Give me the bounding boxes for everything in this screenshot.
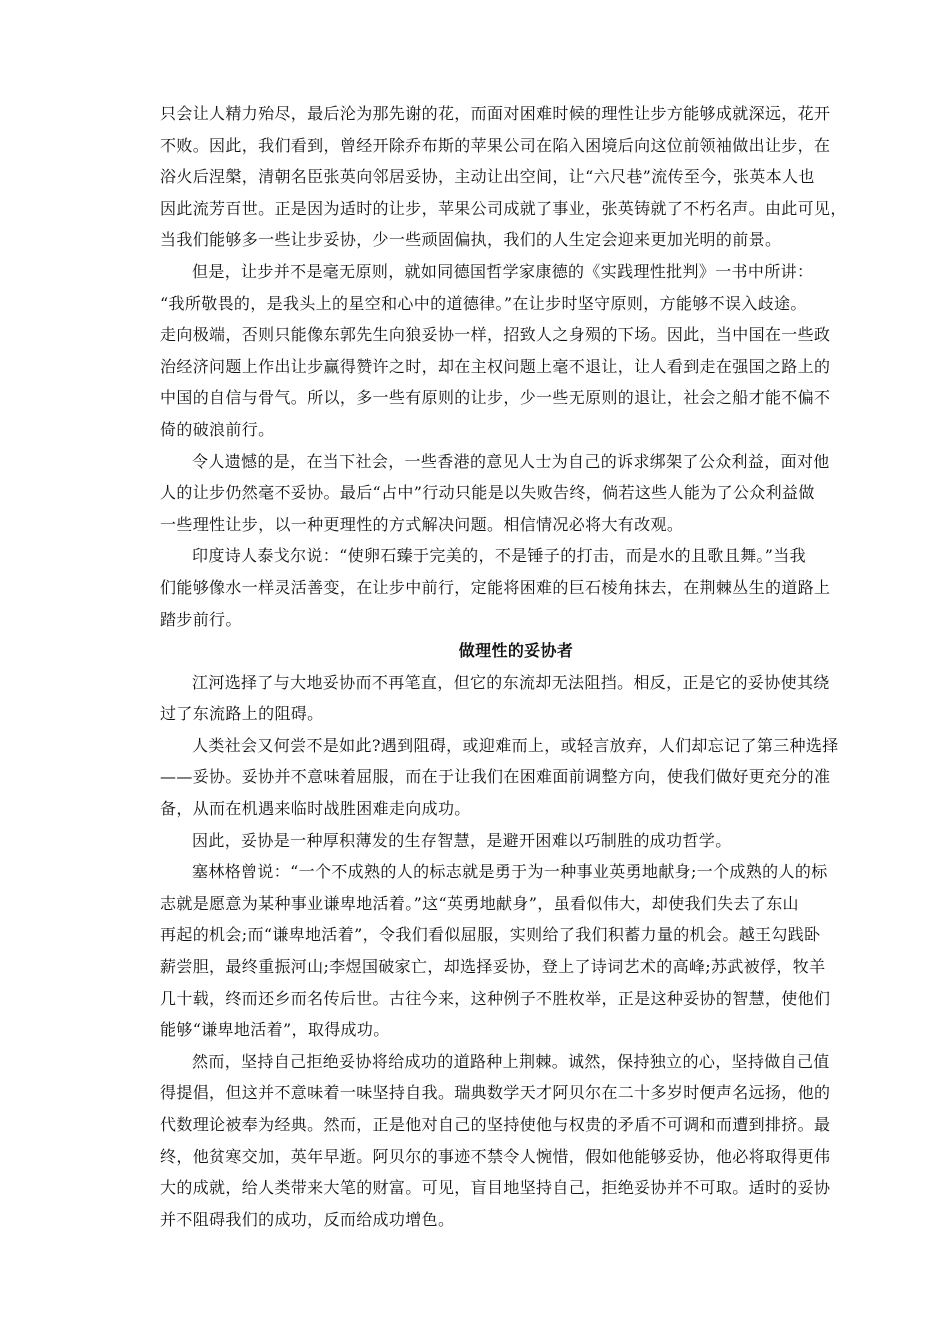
essay2-paragraph-5 (160, 1046, 872, 1236)
text-line: 人类社会又何尝不是如此?遇到阻碍，或迎难而上，或轻言放弃，人们却忘记了第三种选择 (192, 735, 839, 755)
text-line: 志就是愿意为某种事业谦卑地活着。”这“英勇地献身”，虽看似伟大，却使我们失去了东山 (160, 893, 799, 913)
text-line: 能够“谦卑地活着”，取得成功。 (160, 1020, 390, 1040)
text-line: 江河选择了与大地妥协而不再笔直，但它的东流却无法阻挡。相反，正是它的妥协使其绕 (192, 672, 830, 692)
text-line: 但是，让步并不是毫无原则，就如同德国哲学家康德的《实践理性批判》一书中所讲： (192, 261, 814, 281)
text-line: 得提倡，但这并不意味着一味坚持自我。瑞典数学天才阿贝尔在二十多岁时便声名远扬，他的 (160, 1083, 831, 1103)
essay1-paragraph-4 (160, 540, 872, 635)
text-line: 几十载，终而还乡而名传后世。古往今来，这种例子不胜枚举，正是这种妥协的智慧，使他们 (160, 988, 831, 1008)
essay2-paragraph-3 (160, 825, 872, 857)
essay1-paragraph-1 (160, 98, 872, 256)
essay1-paragraph-3 (160, 446, 872, 541)
essay2-paragraph-4 (160, 856, 872, 1046)
text-line: 过了东流路上的阻碍。 (160, 704, 324, 724)
text-line: 大的成就，给人类带来大笔的财富。可见，盲目地坚持自己，拒绝妥协并不可取。适时的妥协 (160, 1178, 831, 1198)
text-line: 走向极端，否则只能像东郭先生向狼妥协一样，招致人之身殒的下场。因此，当中国在一些政 (160, 325, 831, 345)
text-line: 代数理论被奉为经典。然而，正是他对自己的坚持使他与权贵的矛盾不可调和而遭到排挤。最 (160, 1115, 831, 1134)
text-line: 不败。因此，我们看到，曾经开除乔布斯的苹果公司在陷入困境后向这位前领袖做出让步，在 (160, 135, 831, 155)
essay2-paragraph-2 (160, 730, 872, 825)
text-line: 一些理性让步，以一种更理性的方式解决问题。相信情况必将大有改观。 (160, 514, 684, 534)
text-line: 浴火后涅槃，清朝名臣张英向邻居妥协，主动让出空间，让“六尺巷”流传至今，张英本人也 (160, 167, 815, 187)
text-line: 因此，妥协是一种厚积薄发的生存智慧，是避开困难以巧制胜的成功哲学。 (192, 830, 732, 850)
text-line: 再起的机会;而“谦卑地活着”，令我们看似屈服，实则给了我们积蓄力量的机会。越王勾践卧 (160, 925, 821, 945)
text-line: 并不阻碍我们的成功，反而给成功增色。 (160, 1209, 455, 1229)
document-page (160, 98, 872, 1235)
text-line: 然而，坚持自己拒绝妥协将给成功的道路种上荆棘。诚然，保持独立的心，坚持做自己值 (192, 1051, 830, 1071)
text-line: 令人遗憾的是，在当下社会，一些香港的意见人士为自己的诉求绑架了公众利益，面对他 (192, 451, 830, 471)
text-line: 治经济问题上作出让步赢得赞许之时，却在主权问题上毫不退让，让人看到走在强国之路上的 (160, 356, 831, 376)
text-line: 塞林格曾说：“一个不成熟的人的标志就是勇于为一种事业英勇地献身;一个成熟的人的标 (192, 862, 828, 882)
text-line: 只会让人精力殆尽，最后沦为那先谢的花，而面对困难时候的理性让步方能够成就深远，花开 (160, 104, 831, 123)
text-line: 中国的自信与骨气。所以，多一些有原则的让步，少一些无原则的退让，社会之船才能不偏不 (160, 388, 831, 408)
text-line: 当我们能够多一些让步妥协，少一些顽固偏执，我们的人生定会迎来更加光明的前景。 (160, 230, 782, 250)
text-line: 倚的破浪前行。 (160, 419, 275, 439)
text-line: 备，从而在机遇来临时战胜困难走向成功。 (160, 799, 471, 819)
text-line: 们能够像水一样灵活善变，在让步中前行，定能将困难的巨石棱角抹去，在荆棘丛生的道路上 (160, 577, 831, 597)
text-line: ——妥协。妥协并不意味着屈服，而在于让我们在困难面前调整方向，使我们做好更充分的准 (160, 767, 831, 787)
text-line: 踏步前行。 (160, 609, 242, 629)
text-line: 终，他贫寒交加，英年早逝。阿贝尔的事迹不禁令人惋惜，假如他能够妥协，他必将取得更伟 (160, 1146, 831, 1166)
essay-title: 做理性的妥协者 (458, 641, 574, 661)
text-line: 薪尝胆，最终重振河山;李煜国破家亡，却选择妥协，登上了诗词艺术的高峰;苏武被俘，牧羊 (160, 957, 826, 977)
text-line: 因此流芳百世。正是因为适时的让步，苹果公司成就了事业，张英铸就了不朽名声。由此可见， (160, 198, 847, 218)
text-line: 人的让步仍然毫不妥协。最后“占中”行动只能是以失败告终，倘若这些人能为了公众利益做 (160, 483, 815, 503)
text-line: “我所敬畏的，是我头上的星空和心中的道德律。”在让步时坚守原则，方能够不误入歧途。 (160, 293, 807, 313)
text-line: 印度诗人泰戈尔说：“使卵石臻于完美的，不是锤子的打击，而是水的且歌且舞。”当我 (192, 546, 807, 566)
essay2-paragraph-1 (160, 667, 872, 730)
essay1-paragraph-2 (160, 256, 872, 446)
